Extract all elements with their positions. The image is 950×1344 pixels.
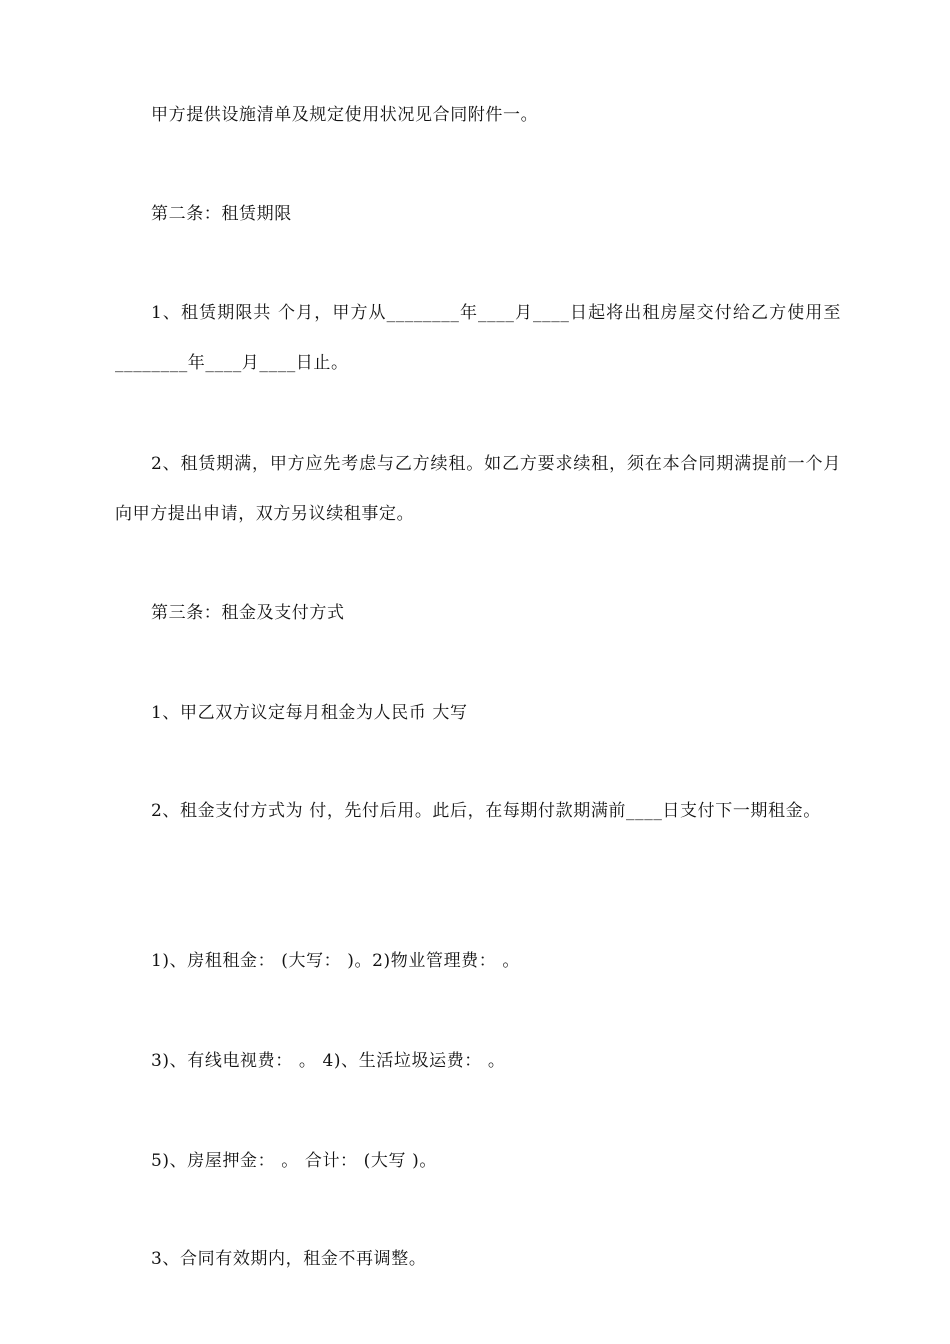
paragraph-facilities-list: 甲方提供设施清单及规定使用状况见合同附件一。 — [151, 105, 539, 125]
heading-article-two: 第二条：租赁期限 — [151, 204, 292, 224]
paragraph-tv-and-garbage-fee: 3)、有线电视费： 。 4)、生活垃圾运费： 。 — [151, 1051, 506, 1071]
paragraph-payment-method: 2、租金支付方式为 付，先付后用。此后，在每期付款期满前____日支付下一期租金。 — [151, 801, 821, 821]
paragraph-lease-term: 1、租赁期限共 个月，甲方从________年____月____日起将出租房屋交付给乙方使用至________年____月____日止。 — [115, 303, 841, 373]
paragraph-rent-no-adjustment: 3、合同有效期内，租金不再调整。 — [151, 1249, 427, 1269]
paragraph-lease-renewal: 2、租赁期满，甲方应先考虑与乙方续租。如乙方要求续租，须在本合同期满提前一个月向甲方提出申请，双方另议续租事定。 — [115, 454, 841, 524]
paragraph-deposit-and-total: 5)、房屋押金： 。 合计： (大写 )。 — [151, 1151, 437, 1171]
paragraph-monthly-rent: 1、甲乙双方议定每月租金为人民币 大写 — [151, 703, 468, 723]
heading-article-three: 第三条：租金及支付方式 — [151, 603, 345, 623]
paragraph-rent-and-property-fee: 1)、房租租金： (大写： )。2)物业管理费： 。 — [151, 951, 520, 971]
